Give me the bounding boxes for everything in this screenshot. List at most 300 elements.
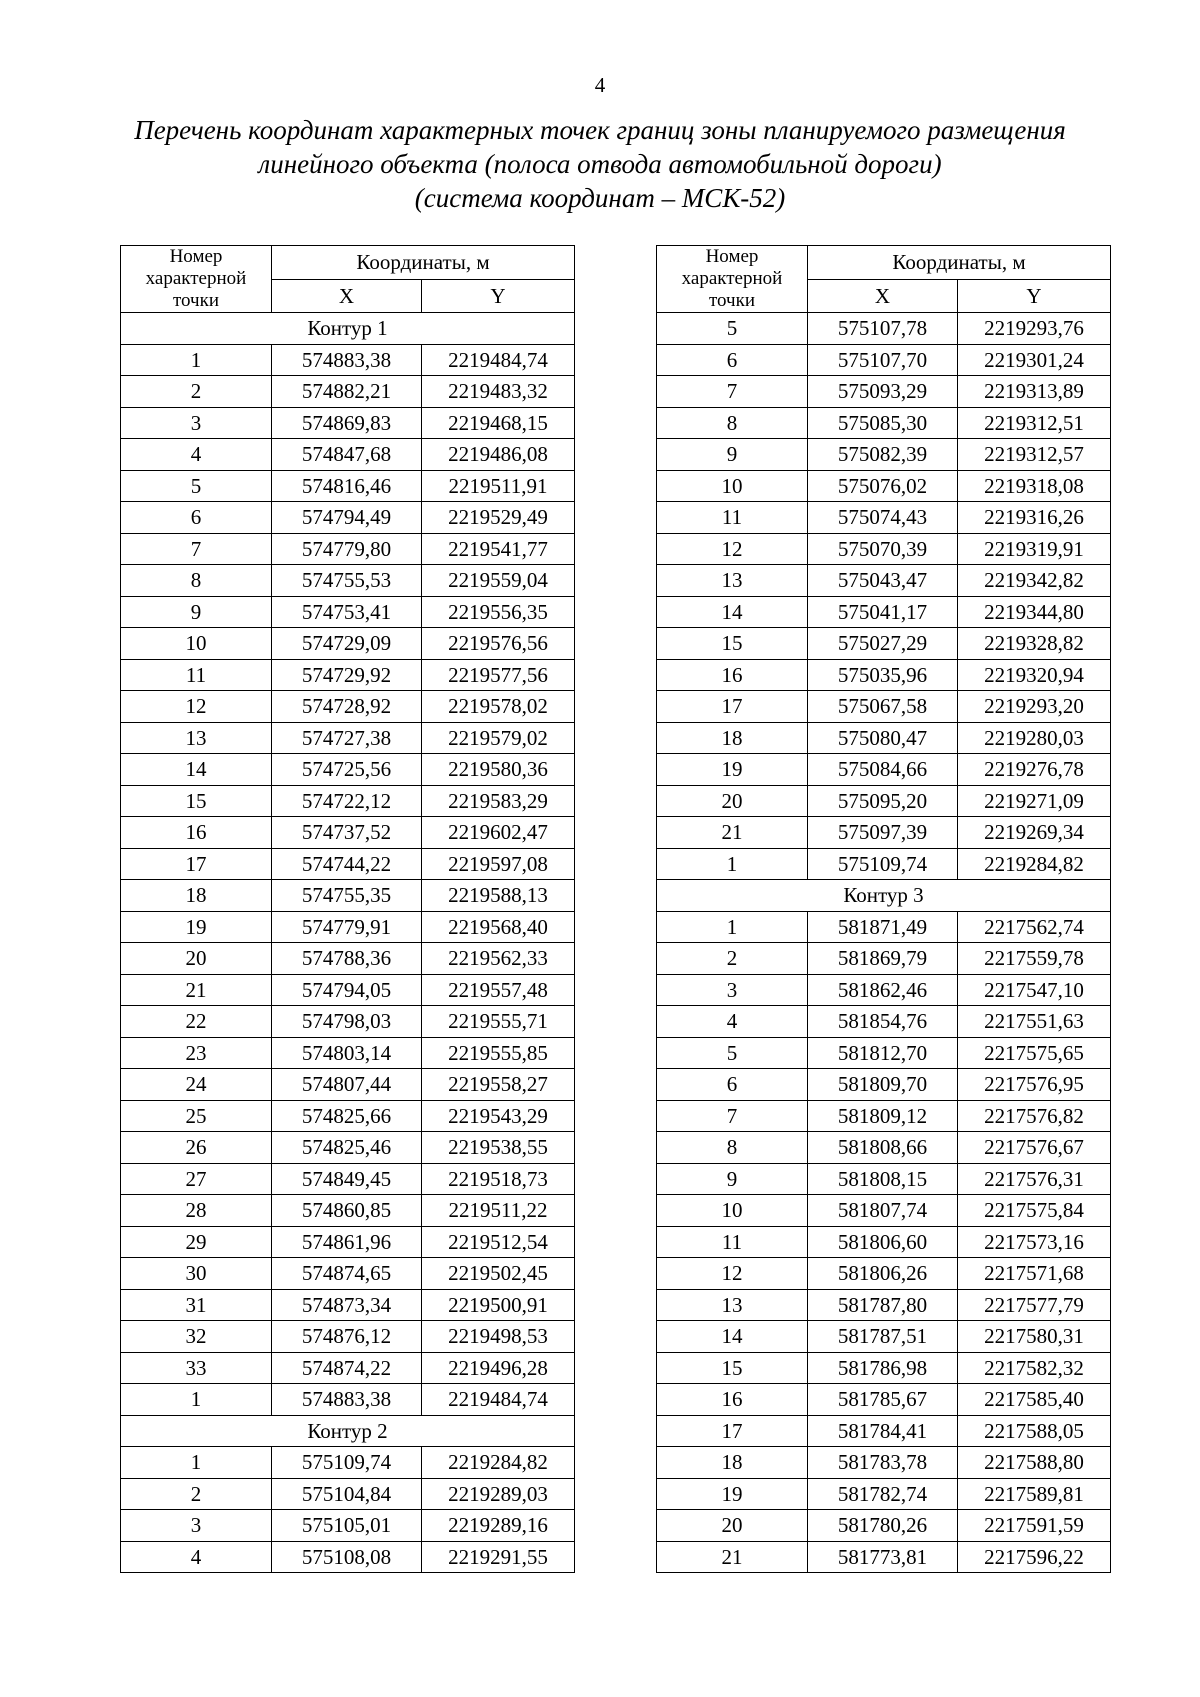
x-coordinate-cell: 574861,96 [272, 1226, 422, 1258]
y-coordinate-cell: 2217562,74 [958, 911, 1111, 943]
y-coordinate-cell: 2217576,67 [958, 1132, 1111, 1164]
table-row [121, 1289, 575, 1321]
point-number-cell: 12 [657, 1258, 808, 1290]
x-coordinate-cell: 574825,46 [272, 1132, 422, 1164]
table-row [657, 1321, 1111, 1353]
table-row [657, 628, 1111, 660]
x-coordinate-cell: 581854,76 [808, 1006, 958, 1038]
x-coordinate-cell: 581871,49 [808, 911, 958, 943]
table-row [657, 1195, 1111, 1227]
x-coordinate-cell: 575080,47 [808, 722, 958, 754]
x-coordinate-cell: 574874,22 [272, 1352, 422, 1384]
table-row [121, 439, 575, 471]
table-row [121, 722, 575, 754]
point-number-cell: 17 [657, 691, 808, 723]
y-coordinate-cell: 2219502,45 [422, 1258, 575, 1290]
table-row [121, 1384, 575, 1416]
point-number-cell: 3 [657, 974, 808, 1006]
point-number-cell: 26 [121, 1132, 272, 1164]
y-coordinate-cell: 2217547,10 [958, 974, 1111, 1006]
table-row [657, 785, 1111, 817]
y-coordinate-cell: 2219500,91 [422, 1289, 575, 1321]
x-coordinate-cell: 575067,58 [808, 691, 958, 723]
table-row [657, 659, 1111, 691]
table-row [121, 1037, 575, 1069]
table-row [657, 376, 1111, 408]
y-coordinate-cell: 2219555,71 [422, 1006, 575, 1038]
table-row [657, 1447, 1111, 1479]
y-coordinate-cell: 2219284,82 [422, 1447, 575, 1479]
y-coordinate-cell: 2217582,32 [958, 1352, 1111, 1384]
section-row [121, 1415, 575, 1447]
table-row [121, 1069, 575, 1101]
y-coordinate-cell: 2219578,02 [422, 691, 575, 723]
table-row [121, 691, 575, 723]
x-coordinate-cell: 581782,74 [808, 1478, 958, 1510]
table-row [657, 470, 1111, 502]
header-coordinates: Координаты, м [272, 246, 575, 280]
header-x: X [808, 279, 958, 313]
point-number-cell: 30 [121, 1258, 272, 1290]
y-coordinate-cell: 2217580,31 [958, 1321, 1111, 1353]
x-coordinate-cell: 574744,22 [272, 848, 422, 880]
point-number-cell: 20 [657, 1510, 808, 1542]
table-header [121, 246, 575, 313]
y-coordinate-cell: 2219318,08 [958, 470, 1111, 502]
header-x: X [272, 279, 422, 313]
table-row [657, 1132, 1111, 1164]
point-number-cell: 7 [657, 1100, 808, 1132]
x-coordinate-cell: 581812,70 [808, 1037, 958, 1069]
x-coordinate-cell: 581785,67 [808, 1384, 958, 1416]
table-row [657, 313, 1111, 345]
table-row [121, 1541, 575, 1573]
point-number-cell: 16 [657, 659, 808, 691]
x-coordinate-cell: 581783,78 [808, 1447, 958, 1479]
table-row [657, 1163, 1111, 1195]
x-coordinate-cell: 575097,39 [808, 817, 958, 849]
header-y: Y [422, 279, 575, 313]
point-number-cell: 3 [121, 1510, 272, 1542]
table-row [121, 533, 575, 565]
point-number-cell: 32 [121, 1321, 272, 1353]
y-coordinate-cell: 2219269,34 [958, 817, 1111, 849]
y-coordinate-cell: 2219556,35 [422, 596, 575, 628]
point-number-cell: 21 [657, 1541, 808, 1573]
table-body [657, 313, 1111, 1573]
y-coordinate-cell: 2219316,26 [958, 502, 1111, 534]
table-row [121, 911, 575, 943]
y-coordinate-cell: 2219518,73 [422, 1163, 575, 1195]
table-row [121, 943, 575, 975]
point-number-cell: 5 [657, 313, 808, 345]
point-number-cell: 17 [657, 1415, 808, 1447]
point-number-cell: 15 [657, 1352, 808, 1384]
x-coordinate-cell: 575076,02 [808, 470, 958, 502]
table-row [657, 1226, 1111, 1258]
x-coordinate-cell: 574788,36 [272, 943, 422, 975]
x-coordinate-cell: 575108,08 [272, 1541, 422, 1573]
table-row [657, 1100, 1111, 1132]
point-number-cell: 19 [657, 754, 808, 786]
y-coordinate-cell: 2219580,36 [422, 754, 575, 786]
y-coordinate-cell: 2217588,05 [958, 1415, 1111, 1447]
point-number-cell: 15 [657, 628, 808, 660]
x-coordinate-cell: 581787,80 [808, 1289, 958, 1321]
table-row [657, 722, 1111, 754]
y-coordinate-cell: 2219320,94 [958, 659, 1111, 691]
y-coordinate-cell: 2219484,74 [422, 1384, 575, 1416]
table-row [121, 1352, 575, 1384]
point-number-cell: 15 [121, 785, 272, 817]
table-row [657, 974, 1111, 1006]
point-number-cell: 7 [121, 533, 272, 565]
x-coordinate-cell: 581862,46 [808, 974, 958, 1006]
x-coordinate-cell: 581809,12 [808, 1100, 958, 1132]
y-coordinate-cell: 2217589,81 [958, 1478, 1111, 1510]
x-coordinate-cell: 574794,49 [272, 502, 422, 534]
y-coordinate-cell: 2219602,47 [422, 817, 575, 849]
y-coordinate-cell: 2219484,74 [422, 344, 575, 376]
y-coordinate-cell: 2217575,65 [958, 1037, 1111, 1069]
x-coordinate-cell: 581869,79 [808, 943, 958, 975]
y-coordinate-cell: 2219280,03 [958, 722, 1111, 754]
point-number-cell: 24 [121, 1069, 272, 1101]
y-coordinate-cell: 2219541,77 [422, 533, 575, 565]
x-coordinate-cell: 575095,20 [808, 785, 958, 817]
y-coordinate-cell: 2217571,68 [958, 1258, 1111, 1290]
point-number-cell: 1 [121, 1447, 272, 1479]
y-coordinate-cell: 2217585,40 [958, 1384, 1111, 1416]
x-coordinate-cell: 581784,41 [808, 1415, 958, 1447]
y-coordinate-cell: 2219588,13 [422, 880, 575, 912]
point-number-cell: 14 [657, 596, 808, 628]
x-coordinate-cell: 574882,21 [272, 376, 422, 408]
table-row [121, 344, 575, 376]
y-coordinate-cell: 2219496,28 [422, 1352, 575, 1384]
point-number-cell: 8 [657, 407, 808, 439]
table-row [657, 1289, 1111, 1321]
y-coordinate-cell: 2219512,54 [422, 1226, 575, 1258]
table-row [657, 1258, 1111, 1290]
title-line-2: линейного объекта (полоса отвода автомобильной дороги) [258, 149, 942, 179]
y-coordinate-cell: 2219293,20 [958, 691, 1111, 723]
section-label: Контур 3 [657, 880, 1111, 912]
header-point-number: Номер характерной точки [657, 246, 808, 313]
y-coordinate-cell: 2219538,55 [422, 1132, 575, 1164]
x-coordinate-cell: 574794,05 [272, 974, 422, 1006]
table-row [657, 911, 1111, 943]
x-coordinate-cell: 575105,01 [272, 1510, 422, 1542]
table-row [121, 1321, 575, 1353]
table-row [657, 1478, 1111, 1510]
table-row [657, 1415, 1111, 1447]
table-row [121, 974, 575, 1006]
x-coordinate-cell: 574869,83 [272, 407, 422, 439]
y-coordinate-cell: 2219293,76 [958, 313, 1111, 345]
x-coordinate-cell: 581809,70 [808, 1069, 958, 1101]
y-coordinate-cell: 2219344,80 [958, 596, 1111, 628]
y-coordinate-cell: 2219483,32 [422, 376, 575, 408]
point-number-cell: 18 [657, 1447, 808, 1479]
x-coordinate-cell: 575070,39 [808, 533, 958, 565]
y-coordinate-cell: 2219558,27 [422, 1069, 575, 1101]
table-row [121, 565, 575, 597]
point-number-cell: 1 [121, 344, 272, 376]
point-number-cell: 9 [121, 596, 272, 628]
x-coordinate-cell: 574860,85 [272, 1195, 422, 1227]
y-coordinate-cell: 2217576,31 [958, 1163, 1111, 1195]
point-number-cell: 22 [121, 1006, 272, 1038]
table-row [657, 1541, 1111, 1573]
table-row [121, 1132, 575, 1164]
x-coordinate-cell: 581806,60 [808, 1226, 958, 1258]
table-row [121, 754, 575, 786]
table-row [657, 1069, 1111, 1101]
y-coordinate-cell: 2219284,82 [958, 848, 1111, 880]
header-y: Y [958, 279, 1111, 313]
x-coordinate-cell: 575084,66 [808, 754, 958, 786]
x-coordinate-cell: 581808,15 [808, 1163, 958, 1195]
point-number-cell: 13 [121, 722, 272, 754]
point-number-cell: 10 [121, 628, 272, 660]
table-row [121, 817, 575, 849]
x-coordinate-cell: 575085,30 [808, 407, 958, 439]
title-line-1: Перечень координат характерных точек границ зоны планируемого размещения [134, 115, 1066, 145]
header-row-1 [657, 246, 1111, 280]
y-coordinate-cell: 2219276,78 [958, 754, 1111, 786]
point-number-cell: 11 [657, 1226, 808, 1258]
x-coordinate-cell: 574737,52 [272, 817, 422, 849]
coordinates-table-left [120, 245, 575, 1573]
table-header [657, 246, 1111, 313]
table-row [657, 533, 1111, 565]
table-row [121, 1226, 575, 1258]
table-row [121, 1447, 575, 1479]
y-coordinate-cell: 2219312,51 [958, 407, 1111, 439]
x-coordinate-cell: 581773,81 [808, 1541, 958, 1573]
section-row [657, 880, 1111, 912]
x-coordinate-cell: 574883,38 [272, 1384, 422, 1416]
x-coordinate-cell: 574847,68 [272, 439, 422, 471]
x-coordinate-cell: 574883,38 [272, 344, 422, 376]
x-coordinate-cell: 574873,34 [272, 1289, 422, 1321]
table-row [657, 1510, 1111, 1542]
point-number-cell: 8 [657, 1132, 808, 1164]
y-coordinate-cell: 2219328,82 [958, 628, 1111, 660]
y-coordinate-cell: 2217576,82 [958, 1100, 1111, 1132]
table-row [657, 596, 1111, 628]
y-coordinate-cell: 2219583,29 [422, 785, 575, 817]
x-coordinate-cell: 574755,53 [272, 565, 422, 597]
x-coordinate-cell: 581786,98 [808, 1352, 958, 1384]
x-coordinate-cell: 575035,96 [808, 659, 958, 691]
table-row [657, 502, 1111, 534]
table-row [121, 1100, 575, 1132]
y-coordinate-cell: 2219313,89 [958, 376, 1111, 408]
table-row [121, 596, 575, 628]
y-coordinate-cell: 2219289,16 [422, 1510, 575, 1542]
table-row [121, 880, 575, 912]
point-number-cell: 14 [121, 754, 272, 786]
y-coordinate-cell: 2219562,33 [422, 943, 575, 975]
point-number-cell: 7 [657, 376, 808, 408]
point-number-cell: 20 [121, 943, 272, 975]
y-coordinate-cell: 2219301,24 [958, 344, 1111, 376]
y-coordinate-cell: 2217576,95 [958, 1069, 1111, 1101]
x-coordinate-cell: 574729,92 [272, 659, 422, 691]
x-coordinate-cell: 574816,46 [272, 470, 422, 502]
table-row [121, 1510, 575, 1542]
table-row [657, 1006, 1111, 1038]
y-coordinate-cell: 2219579,02 [422, 722, 575, 754]
x-coordinate-cell: 574825,66 [272, 1100, 422, 1132]
x-coordinate-cell: 575082,39 [808, 439, 958, 471]
section-label: Контур 1 [121, 313, 575, 345]
x-coordinate-cell: 574725,56 [272, 754, 422, 786]
point-number-cell: 19 [121, 911, 272, 943]
x-coordinate-cell: 574876,12 [272, 1321, 422, 1353]
table-row [121, 848, 575, 880]
point-number-cell: 27 [121, 1163, 272, 1195]
x-coordinate-cell: 575107,78 [808, 313, 958, 345]
x-coordinate-cell: 575104,84 [272, 1478, 422, 1510]
point-number-cell: 29 [121, 1226, 272, 1258]
y-coordinate-cell: 2219577,56 [422, 659, 575, 691]
point-number-cell: 11 [657, 502, 808, 534]
x-coordinate-cell: 574727,38 [272, 722, 422, 754]
y-coordinate-cell: 2219312,57 [958, 439, 1111, 471]
header-coordinates: Координаты, м [808, 246, 1111, 280]
point-number-cell: 13 [657, 565, 808, 597]
table-row [657, 1037, 1111, 1069]
y-coordinate-cell: 2219486,08 [422, 439, 575, 471]
y-coordinate-cell: 2217575,84 [958, 1195, 1111, 1227]
table-row [657, 691, 1111, 723]
y-coordinate-cell: 2219511,91 [422, 470, 575, 502]
point-number-cell: 6 [657, 344, 808, 376]
table-row [121, 659, 575, 691]
section-row [121, 313, 575, 345]
y-coordinate-cell: 2217588,80 [958, 1447, 1111, 1479]
x-coordinate-cell: 574874,65 [272, 1258, 422, 1290]
table-row [121, 785, 575, 817]
point-number-cell: 25 [121, 1100, 272, 1132]
document-title [40, 113, 1160, 215]
table-row [121, 1006, 575, 1038]
y-coordinate-cell: 2217591,59 [958, 1510, 1111, 1542]
header-row-1 [121, 246, 575, 280]
point-number-cell: 12 [121, 691, 272, 723]
table-row [657, 848, 1111, 880]
y-coordinate-cell: 2217559,78 [958, 943, 1111, 975]
x-coordinate-cell: 574798,03 [272, 1006, 422, 1038]
point-number-cell: 33 [121, 1352, 272, 1384]
table-row [657, 1384, 1111, 1416]
y-coordinate-cell: 2219529,49 [422, 502, 575, 534]
point-number-cell: 11 [121, 659, 272, 691]
x-coordinate-cell: 575107,70 [808, 344, 958, 376]
point-number-cell: 5 [657, 1037, 808, 1069]
point-number-cell: 9 [657, 1163, 808, 1195]
y-coordinate-cell: 2219342,82 [958, 565, 1111, 597]
table-body [121, 313, 575, 1573]
table-row [657, 817, 1111, 849]
point-number-cell: 9 [657, 439, 808, 471]
point-number-cell: 4 [121, 1541, 272, 1573]
point-number-cell: 18 [121, 880, 272, 912]
y-coordinate-cell: 2219468,15 [422, 407, 575, 439]
point-number-cell: 31 [121, 1289, 272, 1321]
point-number-cell: 1 [657, 848, 808, 880]
x-coordinate-cell: 575109,74 [272, 1447, 422, 1479]
y-coordinate-cell: 2219291,55 [422, 1541, 575, 1573]
point-number-cell: 10 [657, 470, 808, 502]
point-number-cell: 21 [121, 974, 272, 1006]
point-number-cell: 16 [657, 1384, 808, 1416]
page-number: 4 [594, 73, 606, 97]
y-coordinate-cell: 2219498,53 [422, 1321, 575, 1353]
y-coordinate-cell: 2219559,04 [422, 565, 575, 597]
x-coordinate-cell: 574722,12 [272, 785, 422, 817]
point-number-cell: 2 [657, 943, 808, 975]
point-number-cell: 10 [657, 1195, 808, 1227]
y-coordinate-cell: 2219557,48 [422, 974, 575, 1006]
point-number-cell: 12 [657, 533, 808, 565]
table-row [121, 1163, 575, 1195]
coordinates-table-right [656, 245, 1111, 1573]
x-coordinate-cell: 574729,09 [272, 628, 422, 660]
x-coordinate-cell: 581806,26 [808, 1258, 958, 1290]
point-number-cell: 4 [121, 439, 272, 471]
table-row [121, 1195, 575, 1227]
y-coordinate-cell: 2217596,22 [958, 1541, 1111, 1573]
table-row [121, 1478, 575, 1510]
table-row [121, 502, 575, 534]
x-coordinate-cell: 574849,45 [272, 1163, 422, 1195]
x-coordinate-cell: 575027,29 [808, 628, 958, 660]
point-number-cell: 13 [657, 1289, 808, 1321]
y-coordinate-cell: 2219319,91 [958, 533, 1111, 565]
x-coordinate-cell: 575093,29 [808, 376, 958, 408]
title-line-3: (система координат – МСК-52) [414, 183, 786, 213]
point-number-cell: 8 [121, 565, 272, 597]
point-number-cell: 14 [657, 1321, 808, 1353]
point-number-cell: 3 [121, 407, 272, 439]
y-coordinate-cell: 2219511,22 [422, 1195, 575, 1227]
x-coordinate-cell: 581780,26 [808, 1510, 958, 1542]
point-number-cell: 16 [121, 817, 272, 849]
point-number-cell: 23 [121, 1037, 272, 1069]
x-coordinate-cell: 574753,41 [272, 596, 422, 628]
x-coordinate-cell: 574807,44 [272, 1069, 422, 1101]
x-coordinate-cell: 574728,92 [272, 691, 422, 723]
y-coordinate-cell: 2219271,09 [958, 785, 1111, 817]
x-coordinate-cell: 575074,43 [808, 502, 958, 534]
y-coordinate-cell: 2219576,56 [422, 628, 575, 660]
point-number-cell: 6 [657, 1069, 808, 1101]
table-row [657, 565, 1111, 597]
x-coordinate-cell: 574779,91 [272, 911, 422, 943]
table-row [121, 470, 575, 502]
table-row [121, 628, 575, 660]
table-row [657, 439, 1111, 471]
y-coordinate-cell: 2219289,03 [422, 1478, 575, 1510]
point-number-cell: 28 [121, 1195, 272, 1227]
x-coordinate-cell: 575041,17 [808, 596, 958, 628]
point-number-cell: 5 [121, 470, 272, 502]
table-row [121, 407, 575, 439]
